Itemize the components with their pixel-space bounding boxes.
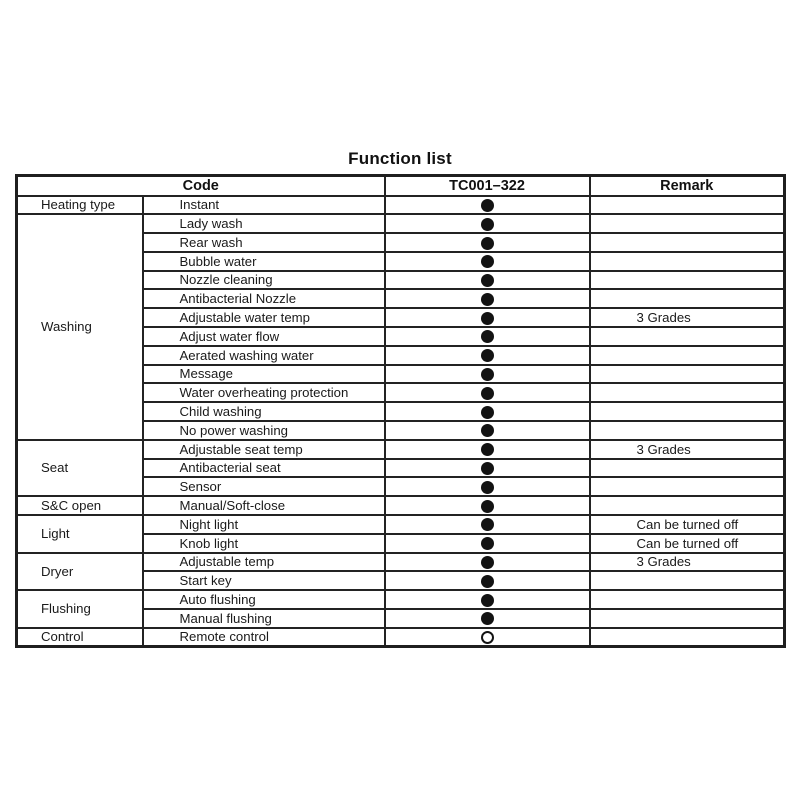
remark-cell (590, 609, 785, 628)
remark-cell (590, 590, 785, 609)
model-support-cell (385, 609, 590, 628)
model-support-cell (385, 402, 590, 421)
model-support-cell (385, 233, 590, 252)
model-support-cell (385, 477, 590, 496)
filled-circle-icon (481, 575, 494, 588)
model-support-cell (385, 628, 590, 647)
filled-circle-icon (481, 443, 494, 456)
remark-cell (590, 346, 785, 365)
function-name: Adjustable seat temp (143, 440, 385, 459)
function-name: No power washing (143, 421, 385, 440)
header-remark: Remark (590, 176, 785, 196)
remark-cell (590, 327, 785, 346)
filled-circle-icon (481, 218, 494, 231)
remark-cell (590, 496, 785, 515)
function-name: Sensor (143, 477, 385, 496)
header-row (17, 176, 785, 196)
remark-cell (590, 402, 785, 421)
remark-cell (590, 252, 785, 271)
model-support-cell (385, 383, 590, 402)
function-list-table (15, 174, 786, 648)
remark-cell (590, 365, 785, 384)
table-row (17, 553, 785, 572)
function-name: Lady wash (143, 214, 385, 233)
table-row (17, 214, 785, 233)
function-name: Nozzle cleaning (143, 271, 385, 290)
function-name: Antibacterial seat (143, 459, 385, 478)
function-name: Aerated washing water (143, 346, 385, 365)
filled-circle-icon (481, 594, 494, 607)
filled-circle-icon (481, 612, 494, 625)
function-name: Adjustable temp (143, 553, 385, 572)
function-name: Antibacterial Nozzle (143, 289, 385, 308)
model-support-cell (385, 214, 590, 233)
group-label-flushing: Flushing (17, 590, 143, 628)
group-label-s-c-open: S&C open (17, 496, 143, 515)
model-support-cell (385, 365, 590, 384)
remark-cell (590, 571, 785, 590)
filled-circle-icon (481, 537, 494, 550)
table-row (17, 628, 785, 647)
model-support-cell (385, 421, 590, 440)
remark-cell (590, 477, 785, 496)
group-label-seat: Seat (17, 440, 143, 496)
function-name: Bubble water (143, 252, 385, 271)
filled-circle-icon (481, 349, 494, 362)
group-label-light: Light (17, 515, 143, 553)
function-name: Manual flushing (143, 609, 385, 628)
model-support-cell (385, 590, 590, 609)
function-name: Adjust water flow (143, 327, 385, 346)
group-label-control: Control (17, 628, 143, 647)
table-row (17, 496, 785, 515)
model-support-cell (385, 515, 590, 534)
function-name: Knob light (143, 534, 385, 553)
table-row (17, 440, 785, 459)
filled-circle-icon (481, 424, 494, 437)
table-row (17, 515, 785, 534)
remark-cell (590, 421, 785, 440)
remark-cell (590, 383, 785, 402)
remark-cell (590, 196, 785, 215)
group-label-dryer: Dryer (17, 553, 143, 591)
group-label-washing: Washing (17, 214, 143, 440)
filled-circle-icon (481, 237, 494, 250)
header-code: Code (17, 176, 385, 196)
function-name: Remote control (143, 628, 385, 647)
header-model: TC001–322 (385, 176, 590, 196)
group-label-heating-type: Heating type (17, 196, 143, 215)
function-name: Instant (143, 196, 385, 215)
filled-circle-icon (481, 518, 494, 531)
filled-circle-icon (481, 556, 494, 569)
filled-circle-icon (481, 481, 494, 494)
model-support-cell (385, 534, 590, 553)
filled-circle-icon (481, 387, 494, 400)
model-support-cell (385, 271, 590, 290)
remark-cell (590, 214, 785, 233)
filled-circle-icon (481, 406, 494, 419)
function-name: Auto flushing (143, 590, 385, 609)
filled-circle-icon (481, 500, 494, 513)
function-name: Child washing (143, 402, 385, 421)
filled-circle-icon (481, 312, 494, 325)
function-name: Rear wash (143, 233, 385, 252)
remark-cell: 3 Grades (590, 308, 785, 327)
filled-circle-icon (481, 255, 494, 268)
remark-cell: 3 Grades (590, 440, 785, 459)
model-support-cell (385, 459, 590, 478)
model-support-cell (385, 289, 590, 308)
model-support-cell (385, 346, 590, 365)
function-name: Adjustable water temp (143, 308, 385, 327)
remark-cell (590, 289, 785, 308)
page-title: Function list (348, 149, 452, 168)
model-support-cell (385, 327, 590, 346)
model-support-cell (385, 252, 590, 271)
remark-cell (590, 459, 785, 478)
filled-circle-icon (481, 368, 494, 381)
remark-cell: Can be turned off (590, 515, 785, 534)
function-name: Manual/Soft-close (143, 496, 385, 515)
filled-circle-icon (481, 462, 494, 475)
remark-cell: 3 Grades (590, 553, 785, 572)
model-support-cell (385, 571, 590, 590)
table-row (17, 590, 785, 609)
filled-circle-icon (481, 293, 494, 306)
remark-cell (590, 628, 785, 647)
model-support-cell (385, 496, 590, 515)
remark-cell (590, 233, 785, 252)
filled-circle-icon (481, 330, 494, 343)
remark-cell: Can be turned off (590, 534, 785, 553)
function-name: Water overheating protection (143, 383, 385, 402)
function-name: Night light (143, 515, 385, 534)
model-support-cell (385, 553, 590, 572)
open-circle-icon (481, 631, 494, 644)
function-name: Start key (143, 571, 385, 590)
model-support-cell (385, 440, 590, 459)
function-name: Message (143, 365, 385, 384)
filled-circle-icon (481, 199, 494, 212)
filled-circle-icon (481, 274, 494, 287)
model-support-cell (385, 308, 590, 327)
table-row (17, 196, 785, 215)
model-support-cell (385, 196, 590, 215)
remark-cell (590, 271, 785, 290)
